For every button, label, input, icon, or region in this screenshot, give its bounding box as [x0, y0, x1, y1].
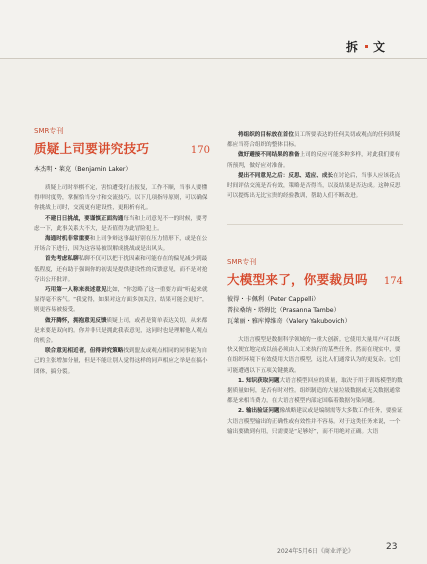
article-2-page-ref: 174: [383, 276, 403, 287]
article-2-paragraph: 大语言模型是数据科学领域的一重大创新。它使用大量用户可以既快又便宜地完成以前必须由人工来执行的某些任务。然而在现实中，要在组织环境下有效使用大语言模型，远比人们通常认为的更复杂。它们可能遭遇以下五项关键挑战。: [227, 337, 401, 374]
article-1-title: 质疑上司要讲究技巧: [34, 141, 150, 156]
article-1-section-tag: SMR专刊: [34, 127, 64, 135]
header-divider: [0, 58, 427, 59]
article-1-title-row: [34, 139, 210, 157]
article-1-paragraph: 做好避接不同结果的准备上司的反应可能多种多样，对此我们要有所预判，做好应对准备。: [227, 152, 401, 169]
article-1-paragraph: 不建日日挑战，要谨慎正面沟通每当和上司意见不一的时候，要考虑一下，此事关系大不大，是否值得为此冒险犯上。: [34, 215, 208, 232]
page-number: 23: [386, 542, 398, 552]
article-divider: [227, 224, 403, 225]
article-2-title-row: [227, 270, 403, 288]
article-1-paragraph: 巧用第一人称来表述意见比如，“你忽略了这一重要方面”听起来就显得毫不客气。“我觉得，如果对这方面多加关注，结果可能会更好”，则更容易被接受。: [34, 287, 208, 314]
section-header-char-1: 拆: [346, 40, 361, 54]
article-2-paragraph: 2. 输出验证问题像战略建议或是编制需等大多数工作任务，要验证大语言模型输出的正确性或有效性并不容易。对于这类任务来说，一个输出要做到有用，只需要是“足够好”，而不用绝对正确。大语: [227, 408, 403, 435]
article-2-authors: [227, 294, 403, 325]
article-2-author: 瓦莱丽・雅库博维奇（Valery Yakubovich）: [227, 318, 351, 325]
article-1-paragraph: 将组织的目标放在首位员工所要表达的任何关切或观点的任何质疑都应当符合组织的整体目标。: [227, 132, 401, 149]
article-2-title: 大模型来了，你要裁员吗: [227, 272, 368, 287]
article-1-author: 本杰明・莱克（Benjamin Laker）: [34, 166, 132, 173]
section-header: [346, 38, 387, 55]
article-1-paragraph: 做开腾怀，拥抱意见反馈质疑上司，或者是简单表达关切，从来都是来要是双向的。你并非只是拥此我表意见，这同时也是理解他人观点的机会。: [34, 317, 208, 345]
article-1-paragraph: 质疑上司时举棋不定，害怕遭受打击报复，工作不顺，当事人要懂得审时度势，掌握恰当分寸和交流技巧。以下几项指导原则，可以确保你挑战上司时，交流更有建设性，更粗析有礼。: [34, 185, 208, 212]
article-1-continued: [227, 130, 403, 201]
article-2-body: [227, 335, 403, 437]
article-2-paragraph: 1. 知识获取问题大语言模型回应的质量，取决于用于训练模型的数据质量如何，是否有时对性。组织制造的大量垃圾数据或无关数据通常都是来相当费力，在大语言模型内部定国临着数据匀染问题。: [227, 377, 403, 405]
article-1-paragraph: 首先考虑私聊私聊不仅可以把干扰因素和可能存在的偏见减少到最低程度，还有助于强调你的初衷是提供建设性的反馈意见，而不是对抢夺出公开批评。: [34, 256, 208, 283]
article-1-body: [34, 183, 210, 377]
section-header-char-2: 文: [373, 40, 388, 54]
article-2: [227, 257, 403, 437]
article-1-paragraph: 联合意见相近者，但得讲究策略找到盟友或观点相同的同事能为自己的主张增加分量，但是不能让别人觉得这样的同声相应之举是在搞小团体，搞分裂。: [34, 348, 208, 375]
article-2-author: 普拉桑纳・塔姆比（Prasanna Tambe）: [227, 307, 340, 314]
article-1-page-ref: 170: [190, 145, 210, 156]
article-1-paragraph: 提出不同意见之后：反思、适应、成长在讨论后，当事人应该花点时间评估交流是否有效，策略是否得当，以及结果是否达成。这种反思可以提炼出无比宝贵的经验教训，帮助人们不断改进。: [227, 172, 401, 200]
header-separator: [365, 45, 368, 48]
issue-footer: 2024年5月6日《商业评论》: [277, 548, 354, 555]
article-2-section-tag: SMR专刊: [227, 258, 257, 266]
article-1: [34, 126, 210, 377]
article-1-paragraph: 海通时机非常重要和上司争辩这事最好别在压力情形下，或是在公开场合下进行，因为这容易被误解成挑战或是出风头。: [34, 236, 208, 253]
article-2-author: 彼得・卡佩利（Peter Cappelli）: [227, 296, 320, 303]
